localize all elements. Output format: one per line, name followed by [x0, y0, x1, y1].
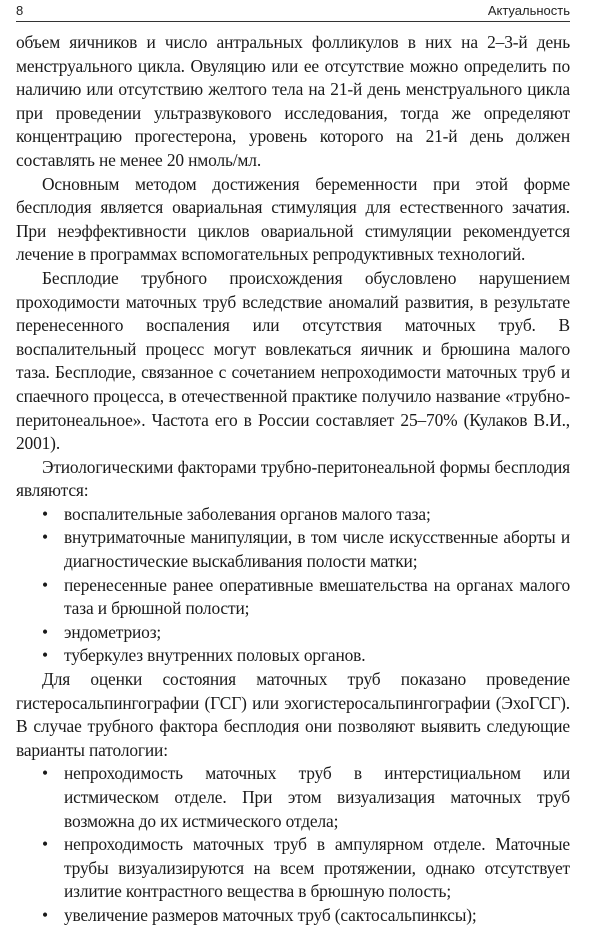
bullet: •	[42, 503, 48, 524]
list-item	[16, 644, 570, 668]
running-header	[16, 1, 570, 21]
list-item-text: внутриматочные манипуляции, в том числе искусственные аборты и диагностические выскабливания полости матки;	[64, 527, 570, 572]
list-item	[16, 503, 570, 527]
paragraph: Основным методом достижения беременности при этой форме бесплодия является овариальная стимуляция для естественного зачатия. При неэффективности циклов овариальной стимуляции рекомендуется лечение в программах вспомогательных репродуктивных технологий.	[16, 173, 570, 265]
bullet: •	[42, 904, 48, 925]
pathology-list	[16, 762, 570, 927]
paragraph: объем яичников и число антральных фолликулов в них на 2–3-й день менструального цикла. Овуляцию или ее отсутствие можно определить по наличию или отсутствию желтого тела на 21-й день менструального цикла при проведении ультразвукового исследования, тогда же определяют концентрацию прогестерона, уровень которого на 21-й день должен составлять не менее 20 нмоль/мл.	[16, 32, 570, 170]
list-item-text: непроходимость маточных труб в интерстициальном или истмическом отделе. При этом визуализация маточных труб возможна до их истмического отдела;	[64, 763, 570, 831]
section-title: Актуальность	[487, 3, 570, 18]
header-rule	[16, 21, 570, 22]
bullet: •	[42, 621, 48, 642]
page-number: 8	[16, 3, 24, 18]
list-item	[16, 621, 570, 645]
list-item	[16, 833, 570, 904]
bullet: •	[42, 834, 48, 855]
list-item-text: воспалительные заболевания органов малого таза;	[64, 503, 431, 524]
list-item-text: увеличение размеров маточных труб (сактосальпинксы);	[64, 904, 477, 925]
list-item-text: перенесенные ранее оперативные вмешательства на органах малого таза и брюшной полости;	[64, 574, 570, 619]
paragraph: Бесплодие трубного происхождения обусловлено нарушением проходимости маточных труб вследствие аномалий развития, в результате перенесенного воспаления или отсутствия маточных труб. В воспалительный процесс могут вовлекаться яичник и брюшина малого таза. Бесплодие, связанное с сочетанием непроходимости маточных труб и спаечного процесса, в отечественной практике получило название «трубно-перитонеальное». Частота его в России составляет 25–70% (Кулаков В.И., 2001).	[16, 267, 570, 454]
bullet: •	[42, 763, 48, 784]
list-item-text: туберкулез внутренних половых органов.	[64, 645, 366, 666]
bullet: •	[42, 645, 48, 666]
list-item-text: непроходимость маточных труб в ампулярном отделе. Маточные трубы визуализируются на всем протяжении, однако отсутствует излитие контрастного вещества в брюшную полость;	[64, 834, 570, 902]
etiology-list	[16, 503, 570, 668]
paragraph: Для оценки состояния маточных труб показано проведение гистеросальпингографии (ГСГ) или эхогистеросальпингографии (ЭхоГСГ). В случае трубного фактора бесплодия они позволяют выявить следующие варианты патологии:	[16, 669, 570, 760]
bullet: •	[42, 574, 48, 595]
list-item	[16, 526, 570, 573]
paragraph: Этиологическими факторами трубно-перитонеальной формы бесплодия являются:	[16, 456, 570, 501]
body-text	[16, 31, 570, 928]
list-item	[16, 904, 570, 928]
list-item	[16, 574, 570, 621]
list-item-text: эндометриоз;	[64, 621, 162, 642]
bullet: •	[42, 527, 48, 548]
list-item	[16, 762, 570, 833]
